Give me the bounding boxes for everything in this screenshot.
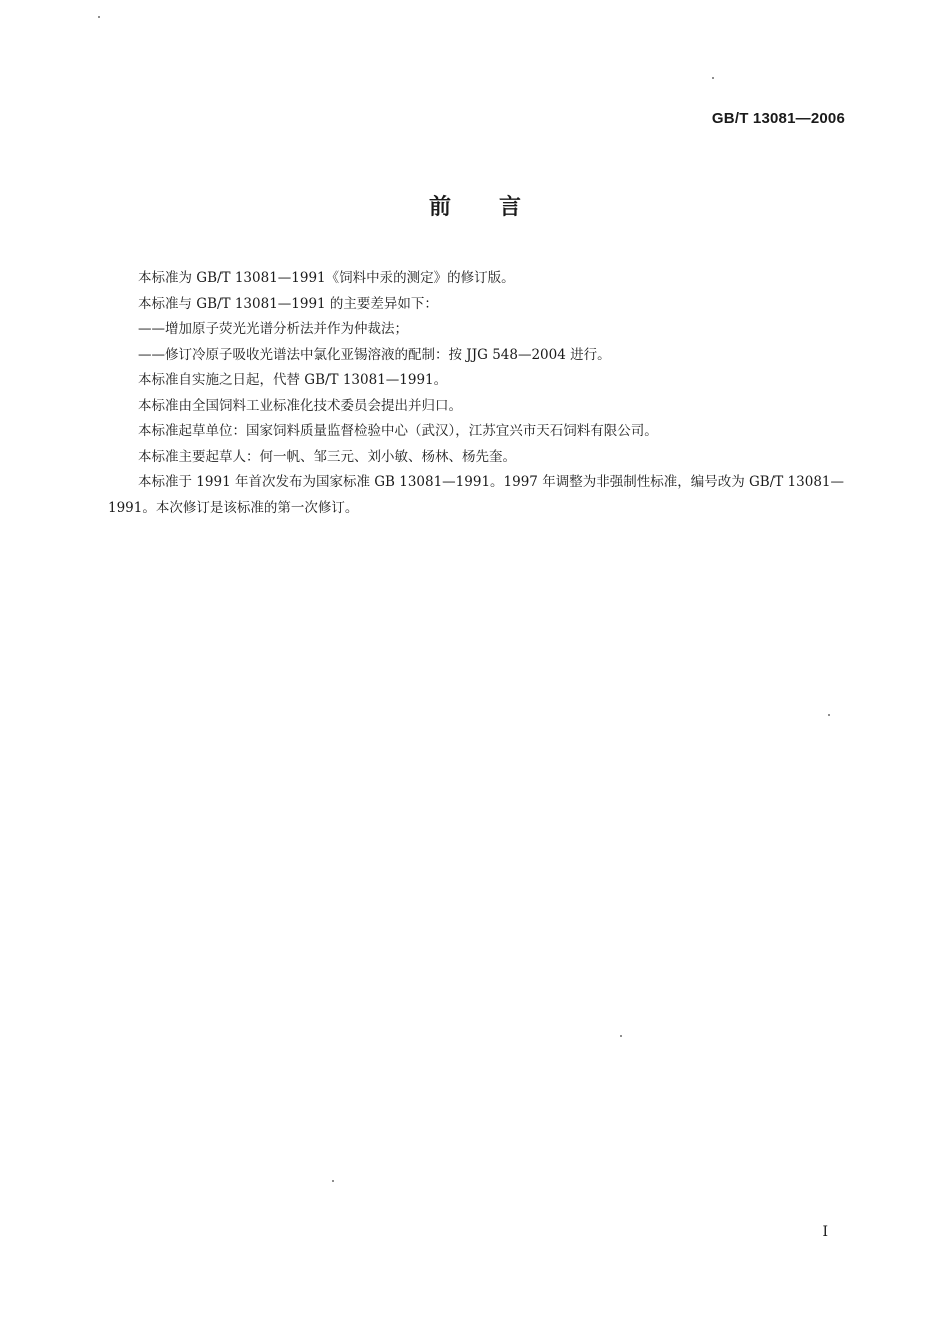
standard-code: GB/T 13081—2006: [711, 110, 845, 127]
scan-speck: [620, 1035, 622, 1037]
scan-speck: [828, 714, 830, 716]
foreword-body: [108, 266, 844, 521]
scan-speck: [98, 16, 100, 18]
scan-speck: [712, 77, 714, 79]
scan-speck: [332, 1180, 334, 1182]
paragraph-difference-2: ——修订冷原子吸收光谱法中氯化亚锡溶液的配制：按 JJG 548—2004 进行。: [138, 346, 611, 363]
paragraph-difference-1: ——增加原子荧光光谱分析法并作为仲裁法；: [138, 321, 408, 337]
paragraph-replacement: 本标准自实施之日起，代替 GB/T 13081—1991。: [138, 372, 448, 388]
paragraph-proposer: 本标准由全国饲料工业标准化技术委员会提出并归口。: [138, 397, 462, 414]
paragraph-drafting-units: 本标准起草单位：国家饲料质量监督检验中心（武汉），江苏宜兴市天石饲料有限公司。: [138, 423, 658, 439]
page-number: I: [822, 1224, 828, 1240]
paragraph-drafters: 本标准主要起草人：何一帆、邹三元、刘小敏、杨林、杨先奎。: [138, 448, 516, 465]
paragraph-revision-note: 本标准为 GB/T 13081—1991《饲料中汞的测定》的修订版。: [138, 270, 515, 286]
paragraph-differences-intro: 本标准与 GB/T 13081—1991 的主要差异如下：: [138, 295, 438, 312]
paragraph-history: 本标准于 1991 年首次发布为国家标准 GB 13081—1991。1997 年调整为非强制性标准，编号改为 GB/T 13081—1991。本次修订是该标准的第一次修订。: [108, 474, 844, 516]
page-title: 前言: [428, 195, 569, 220]
